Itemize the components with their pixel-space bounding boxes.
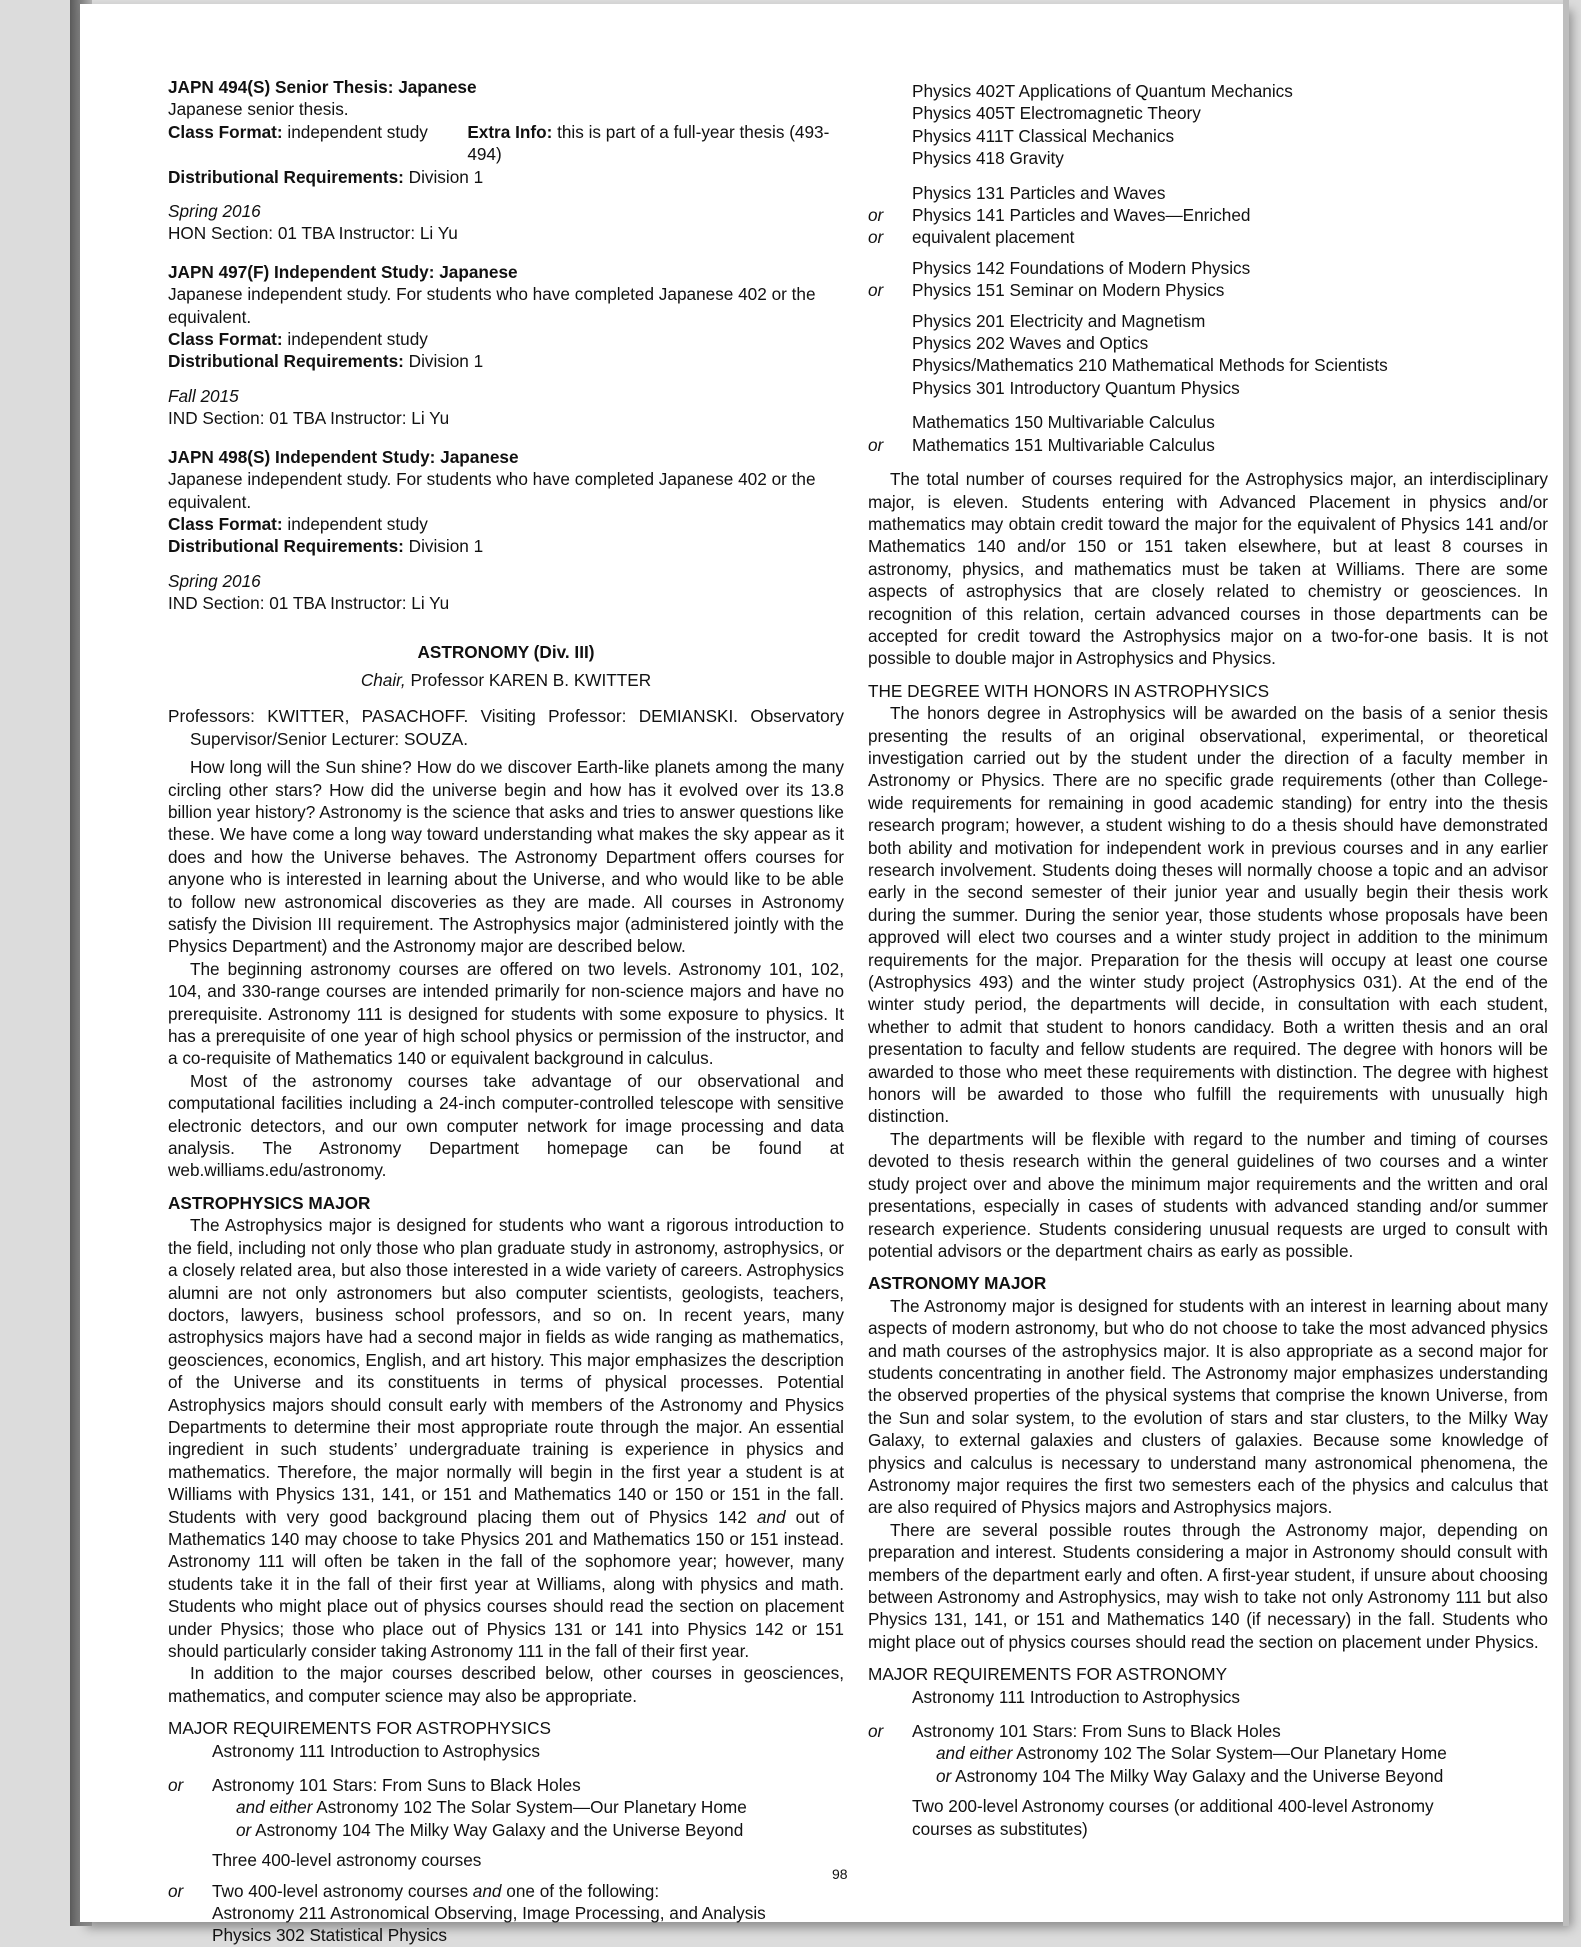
course-list-item: or Physics 141 Particles and Waves—Enriched	[868, 205, 1251, 226]
department-title: ASTRONOMY (Div. III)	[417, 641, 595, 662]
course-list-item: Physics 131 Particles and Waves	[912, 182, 1166, 203]
requirement-item: Astronomy 111 Introduction to Astrophysics	[212, 1740, 540, 1761]
astrophysics-major-paragraph: The Astrophysics major is designed for students who want a rigorous introduction to the field, including not only those who plan graduate study in astronomy, astrophysics, or a closely related area, but also those interested in a wide variety of careers. Astrophysics alumni are not only astronomers but also computer scientists, geologists, teachers, doctors, lawyers, business school professors, and so on. In recent years, many astrophysics majors have had a second major in fields as wide ranging as mathematics, geosciences, economics, English, and art history. This major emphasizes the description of the Universe and its constituents in terms of physical processes. Potential Astrophysics majors should consult early with members of the Astronomy and Physics Departments to determine their most appropriate route through the major. An essential ingredient in such students’ undergraduate training is experience in physics and mathematics. Therefore, the major normally will begin in the first year a student is at Williams with Physics 131, 141, or 151 and Mathematics 140 or 150 or 151 in the fall. Students with very good background placing them out of Physics 142 and out of Mathematics 140 may choose to take Physics 201 and Mathematics 150 or 151 instead. Astronomy 111 will often be taken in the fall of the sophomore year; however, many students take it in the fall of their first year at Williams, along with physics and math. Students who might place out of physics courses should read the section on placement under Physics; those who place out of Physics 131 or 141 into Physics 142 or 151 should particularly consider taking Astronomy 111 in the fall of their first year.	[168, 1215, 844, 1661]
course-list-item: or Mathematics 151 Multivariable Calculus	[868, 434, 1215, 455]
extra-info-label: Extra Info:	[467, 121, 553, 142]
course-list-item: or equivalent placement	[868, 227, 1075, 248]
requirement-item: Physics 302 Statistical Physics	[212, 1925, 447, 1946]
astronomy-major-heading: ASTRONOMY MAJOR	[868, 1273, 1047, 1294]
course-list-item: Physics 405T Electromagnetic Theory	[912, 103, 1201, 124]
total-courses-paragraph: The total number of courses required for the Astrophysics major, an interdisciplinary major, is eleven. Students entering with Advanced Placement in physics and/or mathematics may obtain credit toward the major for the equivalent of Physics 141 and/or Mathematics 140 and/or 150 or 151 taken elsewhere, but at least 8 courses in astronomy, physics, and mathematics must be taken at Williams. There are some aspects of astrophysics that are closely related to chemistry or geosciences. In recognition of this relation, certain advanced courses in those departments can be accepted for credit toward the Astrophysics major on a two-for-one basis. It is not possible to double major in Astrophysics and Physics.	[868, 469, 1548, 669]
additional-courses-paragraph: In addition to the major courses described below, other courses in geosciences, mathematics, and computer science may also be appropriate.	[168, 1663, 844, 1706]
left-column	[168, 76, 844, 1947]
requirement-item: or Astronomy 104 The Milky Way Galaxy and the Universe Beyond	[936, 1765, 1444, 1786]
right-column	[868, 80, 1548, 1840]
requirement-item: and either Astronomy 102 The Solar System—Our Planetary Home	[936, 1743, 1447, 1764]
beginning-courses-paragraph: The beginning astronomy courses are offered on two levels. Astronomy 101, 102, 104, and 330-range courses are intended primarily for non-science majors and have no prerequisite. Astronomy 111 is designed for students with some exposure to physics. It has a prerequisite of one year of high school physics or permission of the instructor, and a co-requisite of Mathematics 140 or equivalent background in calculus.	[168, 958, 844, 1069]
dist-req-label: Distributional Requirements:	[168, 166, 404, 187]
astronomy-requirements-list	[868, 1686, 1548, 1840]
course-section: IND Section: 01 TBA Instructor: Li Yu	[168, 408, 450, 429]
requirement-item: Three 400-level astronomy courses	[212, 1850, 482, 1871]
course-description: Japanese independent study. For students who have completed Japanese 402 or the equivalent.	[168, 284, 816, 327]
course-term: Spring 2016	[168, 570, 261, 591]
course-term: Fall 2015	[168, 385, 239, 406]
requirement-item: or Astronomy 101 Stars: From Suns to Black Holes	[168, 1775, 581, 1796]
requirement-item: Astronomy 111 Introduction to Astrophysics	[912, 1686, 1240, 1707]
requirement-item: Two 200-level Astronomy courses (or additional 400-level Astronomy courses as substitutes)	[912, 1796, 1434, 1839]
class-format-label: Class Format:	[168, 513, 283, 534]
dist-req-value: Division 1	[403, 166, 484, 187]
course-section: IND Section: 01 TBA Instructor: Li Yu	[168, 593, 450, 614]
routes-paragraph: There are several possible routes through the Astronomy major, depending on preparation and interest. Students considering a major in Astronomy should consult with members of the department early and often. A first-year student, if unsure about choosing between Astronomy and Astrophysics, may wish to take not only Astronomy 111 but also Physics 131, 141, or 151 and Mathematics 140 (if necessary) in the fall. Students who might place out of physics courses should read the section on placement under Physics.	[868, 1519, 1548, 1652]
course-title: JAPN 497(F) Independent Study: Japanese	[168, 261, 518, 282]
honors-heading: THE DEGREE WITH HONORS IN ASTROPHYSICS	[868, 680, 1270, 701]
course-list-item: or Physics 151 Seminar on Modern Physics	[868, 280, 1225, 301]
course-format-row	[168, 121, 844, 166]
astrophysics-requirements-list	[168, 1740, 844, 1947]
class-format-label: Class Format:	[168, 329, 283, 350]
physics-core-list	[868, 310, 1548, 400]
course-list-item: Mathematics 150 Multivariable Calculus	[912, 412, 1215, 433]
course-list-item: Physics 418 Gravity	[912, 148, 1064, 169]
course-list-item: Physics 301 Introductory Quantum Physics	[912, 377, 1240, 398]
course-list-item: Physics/Mathematics 210 Mathematical Methods for Scientists	[912, 355, 1388, 376]
astrophysics-requirements-heading: MAJOR REQUIREMENTS FOR ASTROPHYSICS	[168, 1718, 551, 1739]
course-japn-494	[168, 76, 844, 245]
course-list-item: Physics 402T Applications of Quantum Mechanics	[912, 81, 1293, 101]
dist-req-value: Division 1	[403, 351, 484, 372]
course-japn-497	[168, 261, 844, 430]
requirement-item: Astronomy 211 Astronomical Observing, Image Processing, and Analysis	[212, 1903, 766, 1924]
flexibility-paragraph: The departments will be flexible with regard to the number and timing of courses devoted to thesis research within the general guidelines of two courses and a winter study project over and above the minimum major requirements and the written and oral presentations, especially in cases of students with advanced standing and/or summer research experience. Students considering unusual requests are urged to consult with potential advisors or the department chairs as early as possible.	[868, 1128, 1548, 1261]
facilities-paragraph: Most of the astronomy courses take advantage of our observational and computational facilities including a 24-inch computer-controlled telescope with sensitive electronic detectors, and our own computer network for image processing and data analysis. The Astronomy Department homepage can be found at web.williams.edu/astronomy.	[168, 1070, 844, 1181]
course-list-item: Physics 201 Electricity and Magnetism	[912, 310, 1206, 331]
faculty-list: Professors: KWITTER, PASACHOFF. Visiting Professor: DEMIANSKI. Observatory Supervisor/Senior Lecturer: SOUZA.	[168, 706, 844, 749]
course-section: HON Section: 01 TBA Instructor: Li Yu	[168, 223, 458, 244]
requirement-item: or Astronomy 104 The Milky Way Galaxy and the Universe Beyond	[236, 1819, 744, 1840]
department-chair: Chair, Professor KAREN B. KWITTER	[360, 669, 652, 690]
astronomy-major-paragraph: The Astronomy major is designed for students with an interest in learning about many aspects of modern astronomy, but who do not choose to take the most advanced physics and math courses of the astrophysics major. It is also appropriate as a second major for students concentrating in another field. The Astronomy major emphasizes understanding the observed properties of the physical systems that comprise the known Universe, from the Sun and solar system, to the evolution of stars and star clusters, to the Milky Way Galaxy, to external galaxies and clusters of galaxies. Because some knowledge of physics and calculus is necessary to understand many astronomical phenomena, the Astronomy major requires the first two semesters each of the physics and calculus that are also required of Physics majors and Astrophysics majors.	[868, 1295, 1548, 1518]
intro-paragraph: How long will the Sun shine? How do we discover Earth-like planets among the many circling other stars? How did the universe begin and how has it evolved over its 13.8 billion year history? Astronomy is the science that asks and tries to answer questions like these. We have come a long way toward understanding what makes the sky appear as it does and how the Universe behaves. The Astronomy Department offers courses for anyone who is interested in learning about the Universe, and who would like to be able to follow new astronomical discoveries as they are made. All courses in Astronomy satisfy the Division III requirement. The Astrophysics major (administered jointly with the Physics Department) and the Astronomy major are described below.	[168, 757, 844, 957]
requirement-item: or Astronomy 101 Stars: From Suns to Black Holes	[868, 1721, 1281, 1742]
astronomy-requirements-heading: MAJOR REQUIREMENTS FOR ASTRONOMY	[868, 1664, 1228, 1685]
course-description: Japanese independent study. For students who have completed Japanese 402 or the equivalent.	[168, 469, 816, 512]
course-description: Japanese senior thesis.	[168, 99, 349, 120]
course-list-item: Physics 202 Waves and Optics	[912, 333, 1149, 354]
page-number: 98	[832, 1866, 848, 1882]
requirement-item: and either Astronomy 102 The Solar System—Our Planetary Home	[236, 1797, 747, 1818]
course-term: Spring 2016	[168, 201, 261, 222]
physics-400-list	[868, 80, 1548, 170]
course-japn-498	[168, 446, 844, 615]
astrophysics-major-heading: ASTROPHYSICS MAJOR	[168, 1192, 371, 1213]
class-format-value: independent study	[282, 329, 428, 350]
course-list-item: Physics 411T Classical Mechanics	[912, 125, 1175, 146]
page-edge	[1563, 0, 1569, 1926]
dist-req-value: Division 1	[403, 536, 484, 557]
class-format-value: independent study	[282, 121, 428, 142]
dist-req-label: Distributional Requirements:	[168, 536, 404, 557]
requirement-item: or Two 400-level astronomy courses and one of the following:	[168, 1880, 660, 1901]
class-format-label: Class Format:	[168, 121, 283, 142]
course-list-item: Physics 142 Foundations of Modern Physics	[912, 257, 1251, 278]
extra-info-value: this is part of a full-year thesis (493-494)	[467, 121, 830, 165]
class-format-value: independent study	[282, 513, 428, 534]
course-title: JAPN 498(S) Independent Study: Japanese	[168, 446, 519, 467]
dist-req-label: Distributional Requirements:	[168, 351, 404, 372]
honors-paragraph: The honors degree in Astrophysics will be awarded on the basis of a senior thesis presenting the results of an original observational, experimental, or theoretical investigation carried out by the student under the direction of a faculty member in Astronomy or Physics. There are no specific grade requirements (other than College-wide requirements for remaining in good academic standing) for entry into the thesis research program; however, a student wishing to do a thesis should have demonstrated both ability and motivation for independent work in previous courses and in any earlier research involvement. Students doing theses will normally choose a topic and an advisor early in the second semester of their junior year and usually begin their thesis work during the summer. During the senior year, those students whose proposals have been approved will elect two courses and a winter study project in addition to the minimum requirements for the major. Preparation for the thesis will occupy at least one course (Astrophysics 493) and the winter study project (Astrophysics 031). At the end of the winter study period, the departments will decide, in consultation with each student, whether to admit that student to honors candidacy. Both a written thesis and an oral presentation to faculty and fellow students are required. The degree with honors will be awarded to those who meet these requirements with distinction. The degree with highest honors will be awarded to those who fulfill the requirements with unusually high distinction.	[868, 703, 1548, 1127]
course-title: JAPN 494(S) Senior Thesis: Japanese	[168, 77, 477, 97]
